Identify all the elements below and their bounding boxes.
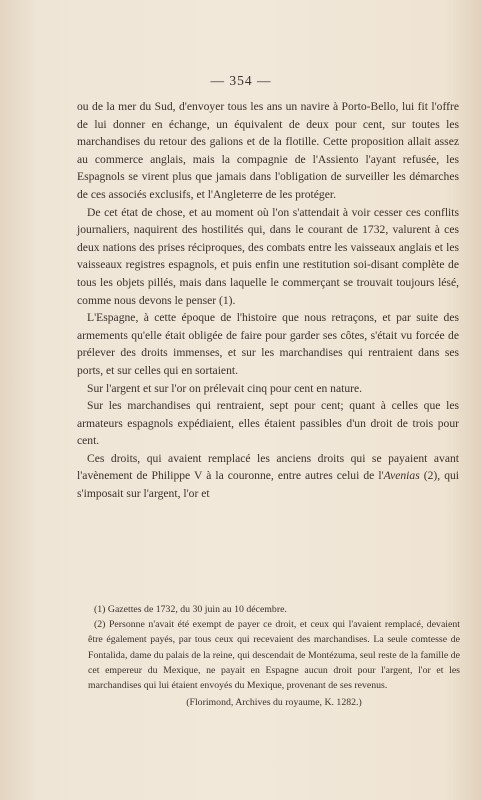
paragraph-5: Sur les marchandises qui rentraient, sept pour cent; quant à celles que les armateurs espagnols expédiaient, elles étaient passibles d'un droit de trois pour cent. bbox=[77, 399, 459, 448]
avenias-term: Avenias bbox=[383, 469, 420, 483]
paragraph-2: De cet état de chose, et au moment où l'on s'attendait à voir cesser ces conflits journaliers, naquirent des hostilités qui, dans le courant de 1732, valurent à ces deux nations des prises réciproques, des combats entre les vaisseaux anglais et les vaisseaux registres espagnols, et puis enfin une restitution soi-disant complète de tous les objets pillés, mais dans laquelle le commerçant se trouvait toujours lésé, comme nous devons le penser (1). bbox=[77, 205, 459, 307]
main-text bbox=[77, 98, 459, 503]
paragraph-6 bbox=[77, 450, 459, 503]
paragraph-1: ou de la mer du Sud, d'envoyer tous les ans un navire à Porto-Bello, lui fit l'offre de lui donner en échange, un équivalent de deux pour cent, sur toutes les marchandises du retour des galions et de la flotille. Cette proposition allait assez au commerce anglais, mais la compagnie de l'Assiento l'ayant refusée, les Espagnols se virent plus que jamais dans l'obligation de surveiller les démarches de ces associés exclusifs, et l'Angleterre de les protéger. bbox=[77, 100, 459, 201]
paragraph-3: L'Espagne, à cette époque de l'histoire que nous retraçons, et par suite des armements qu'elle était obligée de faire pour garder ses côtes, s'était vu forcée de prélever des droits immenses, et sur les marchandises qui rentraient dans ses ports, et sur celles qui en sortaient. bbox=[77, 311, 459, 377]
paragraph-6-text-end: (2), qui s'imposait sur l'argent, l'or et bbox=[77, 469, 460, 501]
paragraph-4: Sur l'argent et sur l'or on prélevait cinq pour cent en nature. bbox=[87, 381, 363, 395]
paragraph-6-text-start: Ces droits, qui avaient remplacé les anciens droits qui se payaient avant l'avènement de Philippe V à la couronne, entre autres celui de l' bbox=[77, 451, 459, 483]
page-number: — 354 — bbox=[210, 73, 272, 88]
footnote-source: (Florimond, Archives du royaume, K. 1282.) bbox=[186, 697, 362, 709]
footnote-1: (1) Gazettes de 1732, du 30 juin au 10 décembre. bbox=[94, 604, 287, 615]
footnotes bbox=[88, 602, 460, 710]
footnote-2: (2) Personne n'avait été exempt de payer ce droit, et ceux qui l'avaient remplacé, devaient être également payés, par tous ceux qui recevaient des marchandises. La seule comtesse de Fontalida, dame du palais de la reine, qui descendait de Montézuma, seul reste de la famille de cet empereur du Mexique, ne payait en Espagne aucun droit pour l'argent, l'or et les marchandises qui lui étaient envoyés du Mexique, provenant de ses revenus. bbox=[88, 619, 460, 692]
